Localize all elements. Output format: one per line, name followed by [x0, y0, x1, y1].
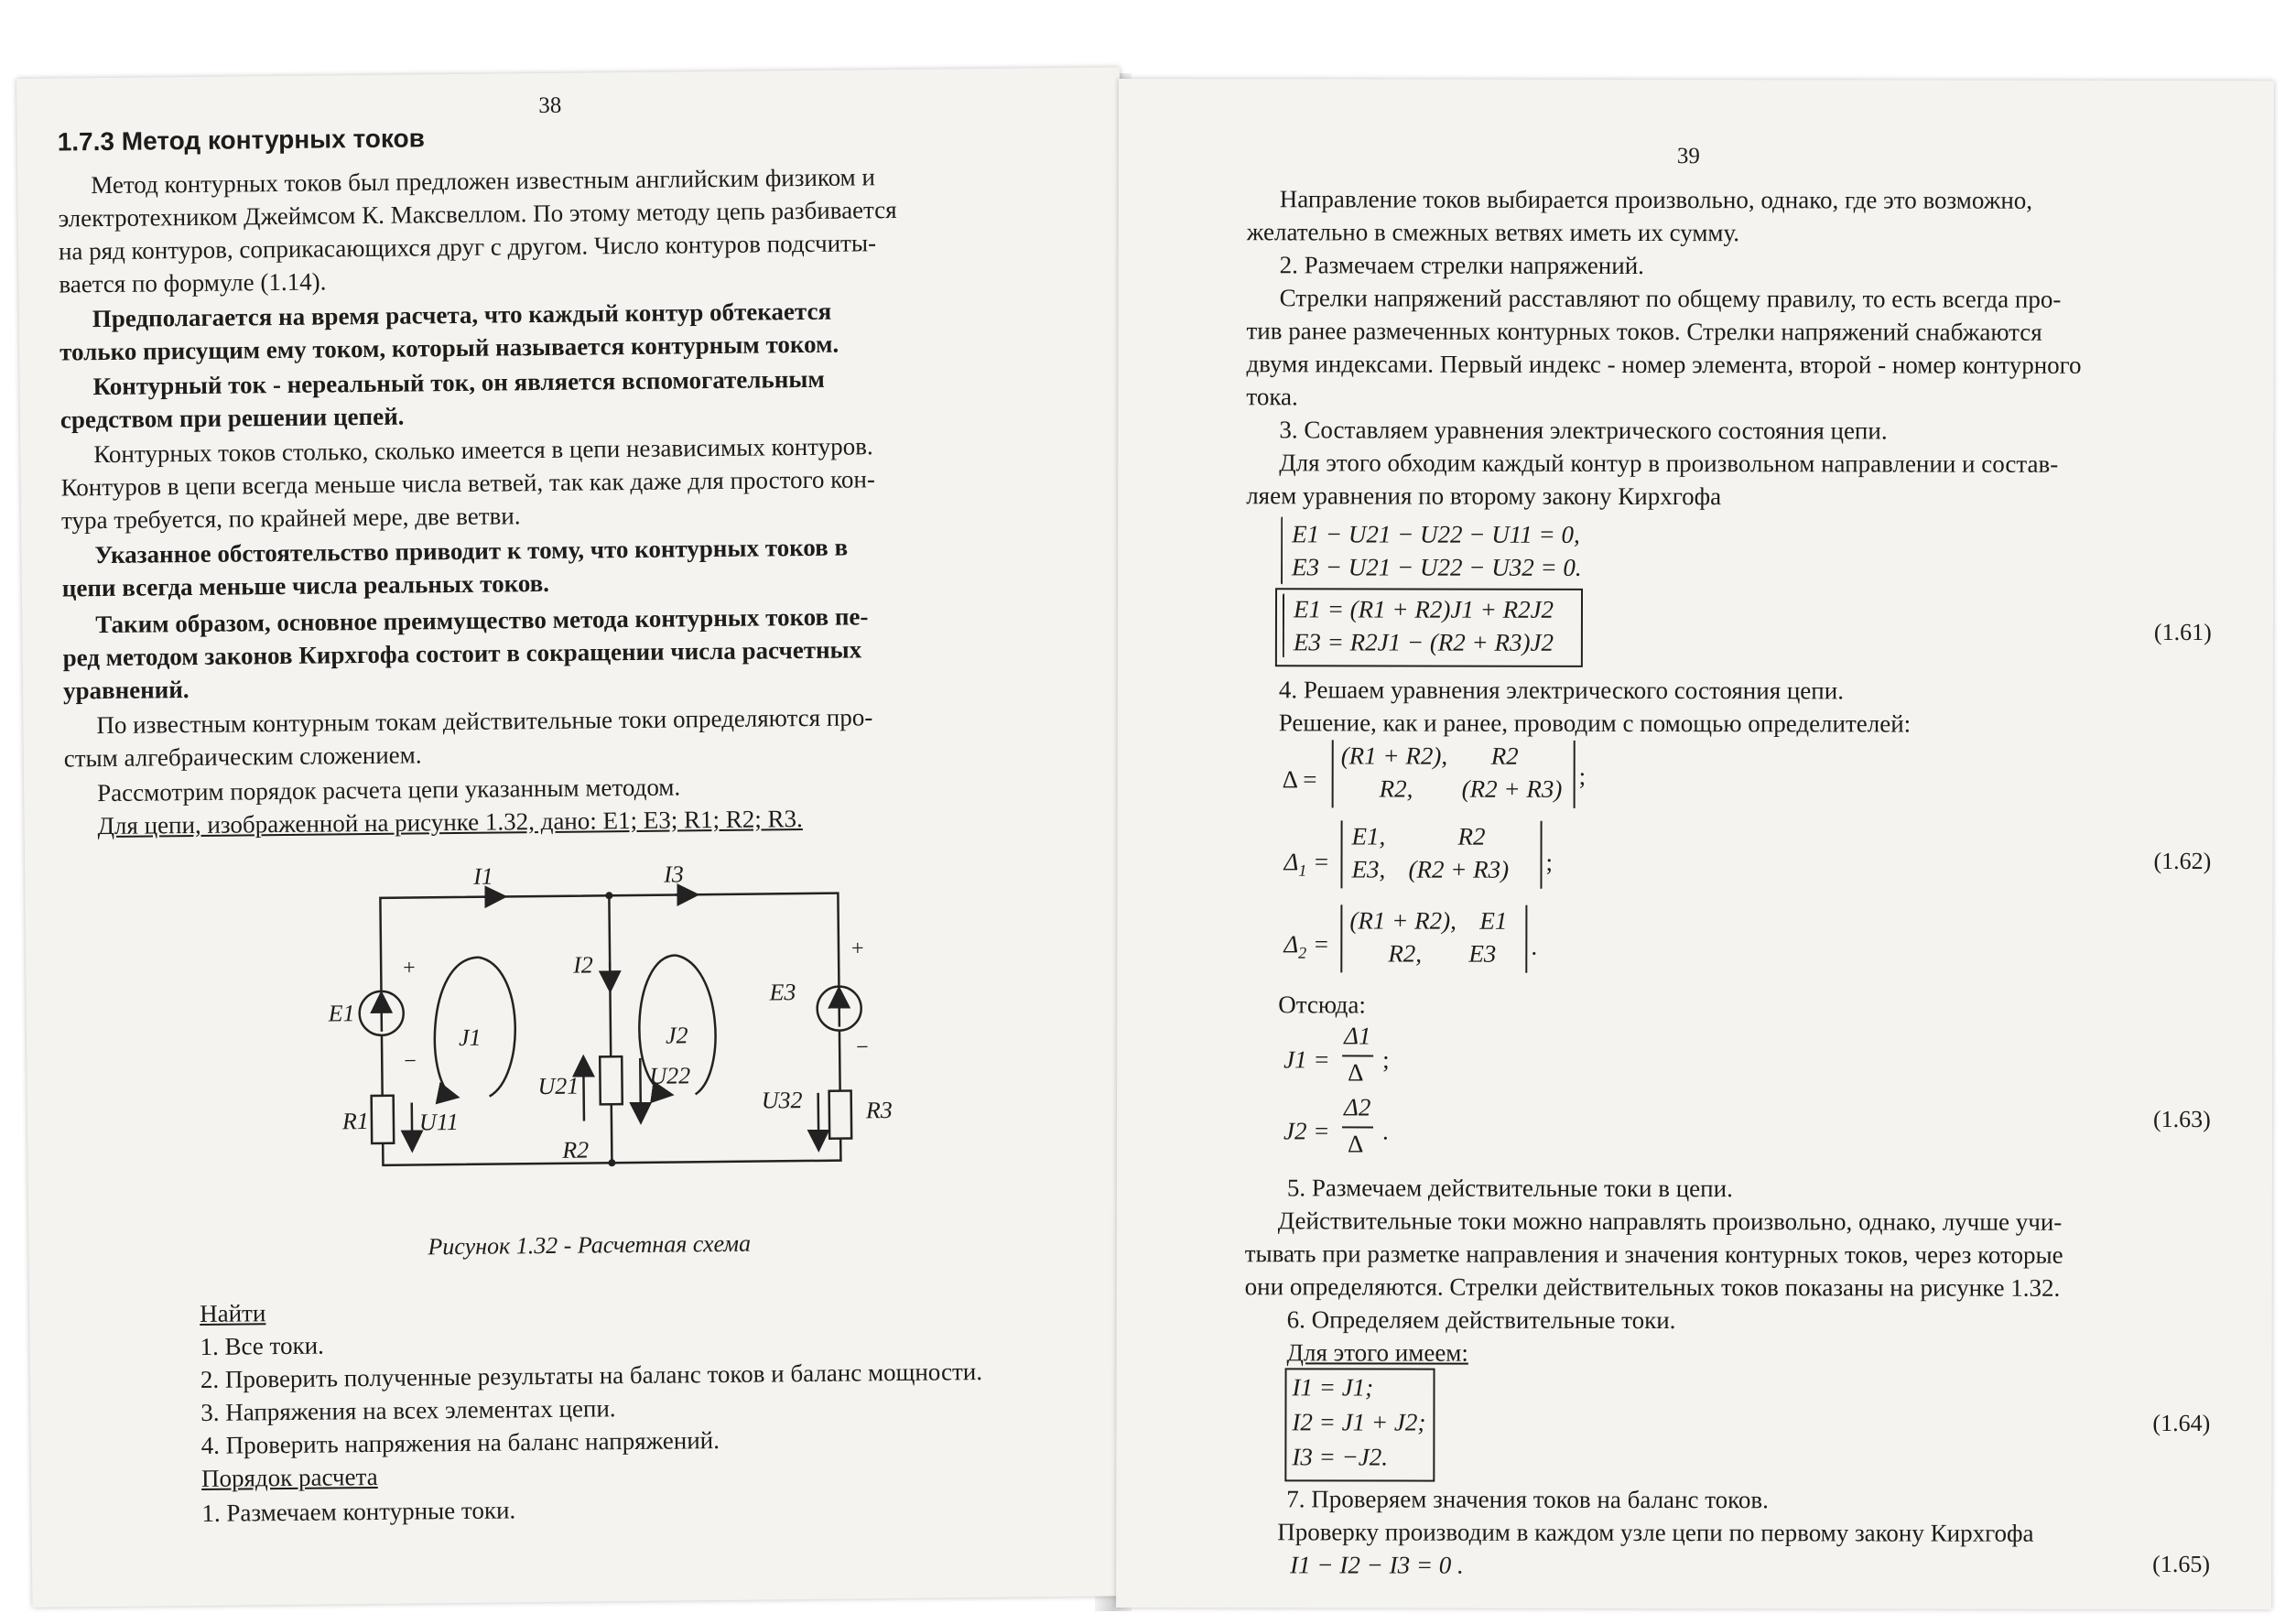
paragraph-line: 6. Определяем действительные токи. [1286, 1305, 1676, 1335]
separator: . [1381, 1117, 1389, 1145]
fraction-bar [1342, 1126, 1373, 1128]
paragraph-line: Действительные токи можно направлять произвольно, однако, лучше учи- [1277, 1207, 2063, 1236]
label-E1: E1 [328, 1000, 355, 1027]
right-page [1116, 79, 2274, 1609]
label-U21: U21 [537, 1072, 579, 1100]
node-equation: I1 − I2 − I3 = 0 . [1290, 1551, 1464, 1579]
equation-line: E1 − U21 − U22 − U11 = 0, [1292, 520, 1580, 548]
paragraph-line: По известным контурным токам действительные токи определяются про- [96, 703, 873, 740]
page-number: 39 [1676, 144, 1700, 169]
section-heading: 1.7.3 Метод контурных токов [57, 124, 426, 157]
det-cell: (R2 + R3) [1408, 855, 1510, 883]
det-cell: R2, [1388, 939, 1423, 968]
j2-denominator: Δ [1347, 1130, 1364, 1158]
current-eq: I2 = J1 + J2; [1292, 1408, 1426, 1436]
paragraph-line: Метод контурных токов был предложен известным английским физиком и [91, 163, 876, 200]
equation-number: (1.63) [2152, 1105, 2211, 1133]
paragraph-line: Рассмотрим порядок расчета цепи указанным методом. [97, 773, 681, 807]
paragraph-line: Стрелки напряжений расставляют по общему правилу, то есть всегда про- [1279, 284, 2062, 313]
paragraph-line: Направление токов выбирается произвольно, однако, где это возможно, [1279, 185, 2033, 214]
paragraph-line: тура требуется, по крайней мере, две ветви. [60, 502, 521, 535]
system-brace [1283, 593, 1284, 657]
equation-line: E3 − U21 − U22 − U32 = 0. [1292, 553, 1582, 581]
find-item: 4. Проверить напряжения на баланс напряжений. [200, 1426, 720, 1459]
paragraph-line: Решение, как и ранее, проводим с помощью определителей: [1278, 709, 1912, 738]
paragraph-line: 5. Размечаем действительные токи в цепи. [1286, 1174, 1733, 1203]
j2-numerator: Δ2 [1344, 1093, 1371, 1121]
label-R2: R2 [562, 1136, 590, 1164]
j1-label: J1 = [1283, 1045, 1330, 1074]
paragraph-line: ляем уравнения по второму закону Кирхгофа [1246, 482, 1722, 511]
paragraph-line: 7. Проверяем значения токов на баланс токов. [1286, 1485, 1769, 1514]
label-I1: I1 [472, 862, 493, 890]
paragraph-line: Отсюда: [1278, 991, 1366, 1019]
paragraph-line: Контурных токов столько, сколько имеется в цепи независимых контуров. [93, 432, 873, 469]
equation-line: E1 = (R1 + R2)J1 + R2J2 [1293, 595, 1554, 623]
delta-label: Δ = [1282, 765, 1317, 794]
j2-label: J2 = [1283, 1117, 1330, 1145]
figure-caption: Рисунок 1.32 - Расчетная схема [428, 1229, 752, 1261]
det-cell: E3 [1468, 939, 1497, 968]
det-cell: (R1 + R2), [1340, 742, 1448, 770]
j1-denominator: Δ [1348, 1058, 1364, 1087]
paragraph-line: они определяются. Стрелки действительных токов показаны на рисунке 1.32. [1244, 1272, 2061, 1302]
det-cell: R2 [1457, 822, 1486, 850]
label-R1: R1 [341, 1108, 369, 1135]
paragraph-line: тывать при разметке направления и значения контурных токов, через которые [1244, 1240, 2063, 1269]
separator: ; [1578, 762, 1587, 790]
plus-sign: + [403, 956, 416, 980]
paragraph-line: 4. Решаем уравнения электрического состояния цепи. [1278, 676, 1844, 705]
det-cell: (R1 + R2), [1349, 906, 1457, 935]
det-cell: E1, [1351, 822, 1386, 850]
paragraph-line: уравнений. [62, 676, 190, 705]
paragraph-line: на ряд контуров, соприкасающихся друг с другом. Число контуров подсчиты- [58, 229, 877, 265]
delta1-label: $\Delta_1$ = [1283, 848, 1330, 880]
label-J1: J1 [458, 1023, 482, 1051]
paragraph-line: Для этого обходим каждый контур в произвольном направлении и состав- [1279, 449, 2059, 478]
equation-number: (1.61) [2153, 618, 2212, 646]
paragraph-line: желательно в смежных ветвях иметь их сумму. [1246, 218, 1740, 247]
paragraph-line: 3. Составляем уравнения электрического состояния цепи. [1279, 416, 1888, 445]
equation-number: (1.64) [2152, 1409, 2211, 1437]
current-eq: I3 = −J2. [1292, 1443, 1389, 1471]
fraction-bar [1342, 1055, 1373, 1056]
paragraph-line: вается по формуле (1.14). [59, 267, 327, 298]
label-I2: I2 [573, 951, 593, 979]
system-brace [1281, 516, 1283, 584]
j1-numerator: Δ1 [1344, 1022, 1371, 1050]
page-number: 38 [538, 92, 562, 119]
circuit-diagram [162, 852, 898, 1226]
paragraph-line: цепи всегда меньше числа реальных токов. [61, 568, 550, 602]
paragraph-line: Предполагается на время расчета, что каждый контур обтекается [92, 297, 832, 333]
paragraph-line: средством при решении цепей. [60, 402, 405, 434]
paragraph-line: Контуров в цепи всегда меньше числа ветвей, так как даже для простого кон- [60, 465, 876, 502]
paragraph-line: Проверку производим в каждом узле цепи по первому закону Кирхгофа [1277, 1518, 2034, 1547]
det-cell: R2 [1490, 742, 1519, 770]
paragraph-line: двумя индексами. Первый индекс - номер элемента, второй - номер контурного [1246, 350, 2082, 379]
find-item: 2. Проверить полученные результаты на баланс токов и баланс мощности. [200, 1358, 983, 1393]
current-eq: I1 = J1; [1292, 1373, 1374, 1402]
paragraph-line: Указанное обстоятельство приводит к тому, что контурных токов в [94, 533, 849, 569]
minus-sign: − [855, 1035, 869, 1060]
find-heading: Найти [199, 1299, 266, 1327]
det-cell: E3, [1351, 855, 1386, 883]
minus-sign: − [404, 1049, 417, 1074]
label-J2: J2 [665, 1022, 688, 1049]
paragraph-line: 2. Размечаем стрелки напряжений. [1279, 251, 1644, 280]
paragraph-line: тив ранее размеченных контурных токов. Стрелки напряжений снабжаются [1246, 317, 2042, 346]
det-cell: (R2 + R3) [1461, 774, 1563, 803]
order-heading: Порядок расчета [200, 1462, 378, 1492]
order-item: 1. Размечаем контурные токи. [201, 1496, 516, 1527]
equation-line: E3 = R2J1 − (R2 + R3)J2 [1293, 628, 1554, 656]
left-page [16, 67, 1135, 1608]
label-U11: U11 [418, 1109, 459, 1136]
paragraph-line: Контурный ток - нереальный ток, он является вспомогательным [92, 364, 825, 401]
paragraph-line: только присущим ему током, который называется контурным током. [59, 330, 839, 366]
equation-number: (1.62) [2153, 847, 2212, 875]
find-item: 1. Все токи. [200, 1331, 324, 1360]
det-cell: R2, [1379, 774, 1413, 803]
equation-number: (1.65) [2152, 1550, 2211, 1578]
paragraph-line: стым алгебраическим сложением. [63, 741, 422, 773]
label-E3: E3 [769, 979, 796, 1006]
separator: . [1531, 932, 1538, 960]
label-R3: R3 [865, 1097, 893, 1124]
find-item: 3. Напряжения на всех элементах цепи. [200, 1394, 616, 1426]
paragraph-line: электротехником Джеймсом К. Максвеллом. По этому методу цепь разбивается [58, 195, 897, 233]
plus-sign: + [850, 937, 864, 961]
separator: ; [1382, 1045, 1390, 1074]
det-cell: E1 [1479, 906, 1508, 935]
label-I3: I3 [663, 861, 684, 888]
separator: ; [1545, 848, 1554, 876]
paragraph-line: Таким образом, основное преимущество метода контурных токов пе- [95, 602, 869, 639]
paragraph-line: Для этого имеем: [1286, 1338, 1468, 1367]
paragraph-line: ред методом законов Кирхгофа состоит в сокращении числа расчетных [62, 635, 862, 672]
label-U22: U22 [649, 1062, 691, 1089]
delta2-label: $\Delta_2$ = [1283, 930, 1330, 962]
label-U32: U32 [761, 1087, 803, 1114]
paragraph-line: Для цепи, изображенной на рисунке 1.32, дано: E1; E3; R1; R2; R3. [97, 805, 803, 840]
paragraph-line: тока. [1246, 383, 1298, 411]
